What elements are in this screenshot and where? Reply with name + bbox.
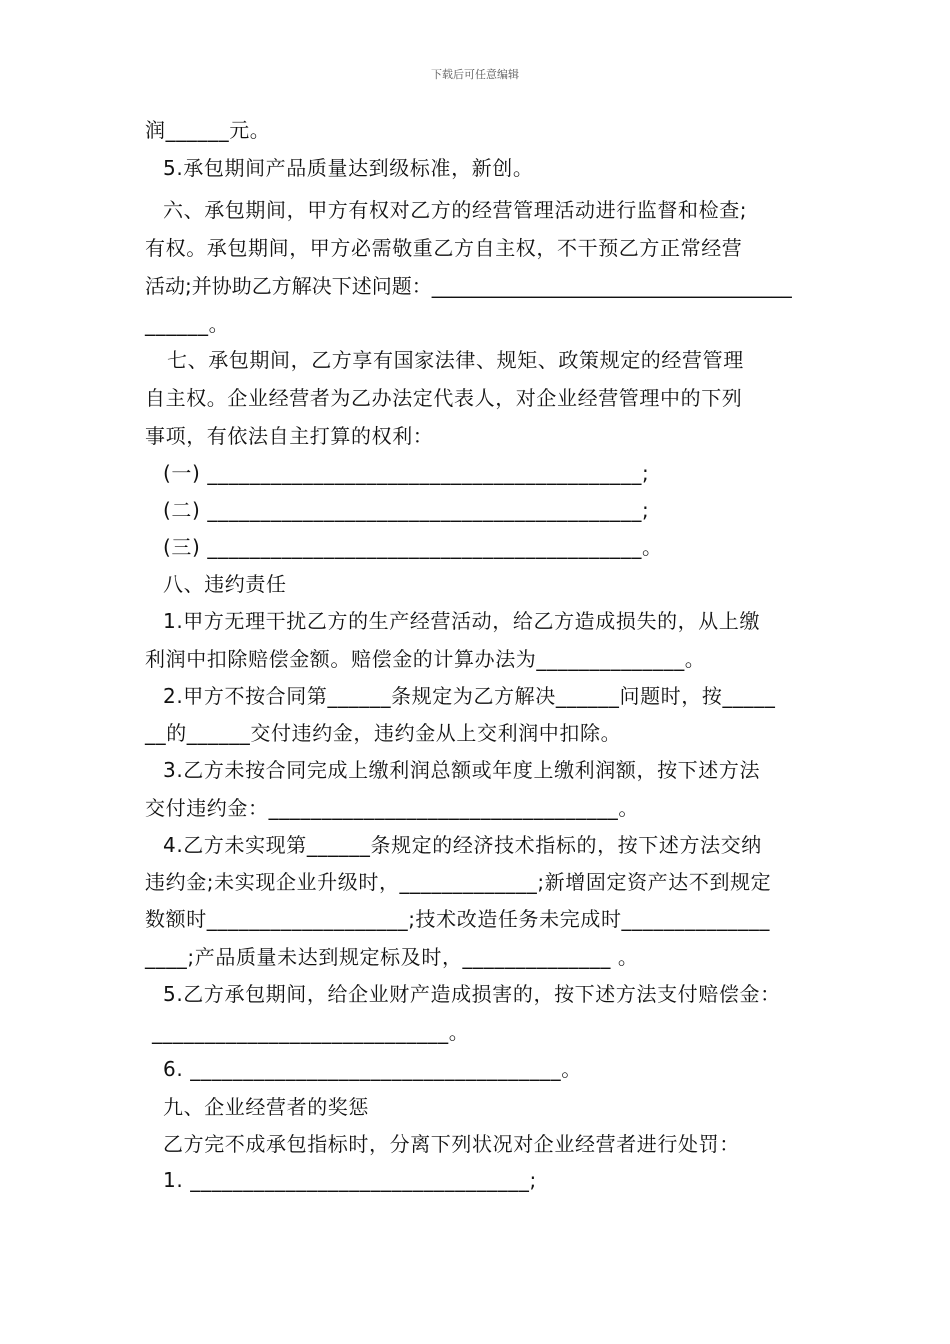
document-line: 乙方完不成承包指标时，分离下列状况对企业经营者进行处罚： — [163, 1132, 740, 1156]
document-line: 5.承包期间产品质量达到级标准，新创。 — [163, 156, 534, 180]
document-line: (三) _________________________________________。 — [163, 535, 663, 559]
document-line: 活动;并协助乙方解决下述问题：____________________________________ — [145, 274, 792, 298]
document-line: ______。 — [145, 312, 230, 336]
document-line: 润______元。 — [145, 118, 271, 142]
document-line: (一) _________________________________________; — [163, 461, 650, 485]
document-line: 1.甲方无理干扰乙方的生产经营活动，给乙方造成损失的，从上缴 — [163, 609, 761, 633]
document-line: 数额时___________________;技术改造任务未完成时______________ — [145, 907, 770, 931]
document-line: 有权。承包期间，甲方必需敬重乙方自主权，不干预乙方正常经营 — [145, 236, 743, 260]
document-line: 八、违约责任 — [163, 572, 287, 596]
document-line: (二) _________________________________________; — [163, 498, 650, 522]
document-line: 违约金;未实现企业升级时，_____________;新增固定资产达不到规定 — [145, 870, 772, 894]
document-line: 4.乙方未实现第______条规定的经济技术指标的，按下述方法交纳 — [163, 833, 762, 857]
document-line: ____;产品质量未达到规定标及时，______________ 。 — [145, 945, 639, 969]
page-header: 下载后可任意编辑 — [431, 68, 519, 81]
document-line: 1. ________________________________; — [163, 1168, 537, 1192]
document-line: 自主权。企业经营者为乙办法定代表人，对企业经营管理中的下列 — [145, 386, 743, 410]
document-line: 交付违约金：_________________________________。 — [145, 796, 639, 820]
document-line: 3.乙方未按合同完成上缴利润总额或年度上缴利润额，按下述方法 — [163, 758, 761, 782]
document-line: 九、企业经营者的奖惩 — [163, 1095, 369, 1119]
document-line: 事项，有依法自主打算的权利： — [145, 424, 434, 448]
document-line: 6. ___________________________________。 — [163, 1057, 582, 1081]
document-line: ____________________________。 — [145, 1020, 470, 1044]
document-line: 5.乙方承包期间，给企业财产造成损害的，按下述方法支付赔偿金： — [163, 982, 781, 1006]
document-line: 2.甲方不按合同第______条规定为乙方解决______问题时，按_____ — [163, 684, 776, 708]
document-line: 七、承包期间，乙方享有国家法律、规矩、政策规定的经营管理 — [167, 348, 744, 372]
document-line: 利润中扣除赔偿金额。赔偿金的计算办法为______________。 — [145, 647, 706, 671]
document-line: 六、承包期间，甲方有权对乙方的经营管理活动进行监督和检查; — [163, 198, 748, 222]
document-line: __的______交付违约金，违约金从上交利润中扣除。 — [145, 721, 622, 745]
